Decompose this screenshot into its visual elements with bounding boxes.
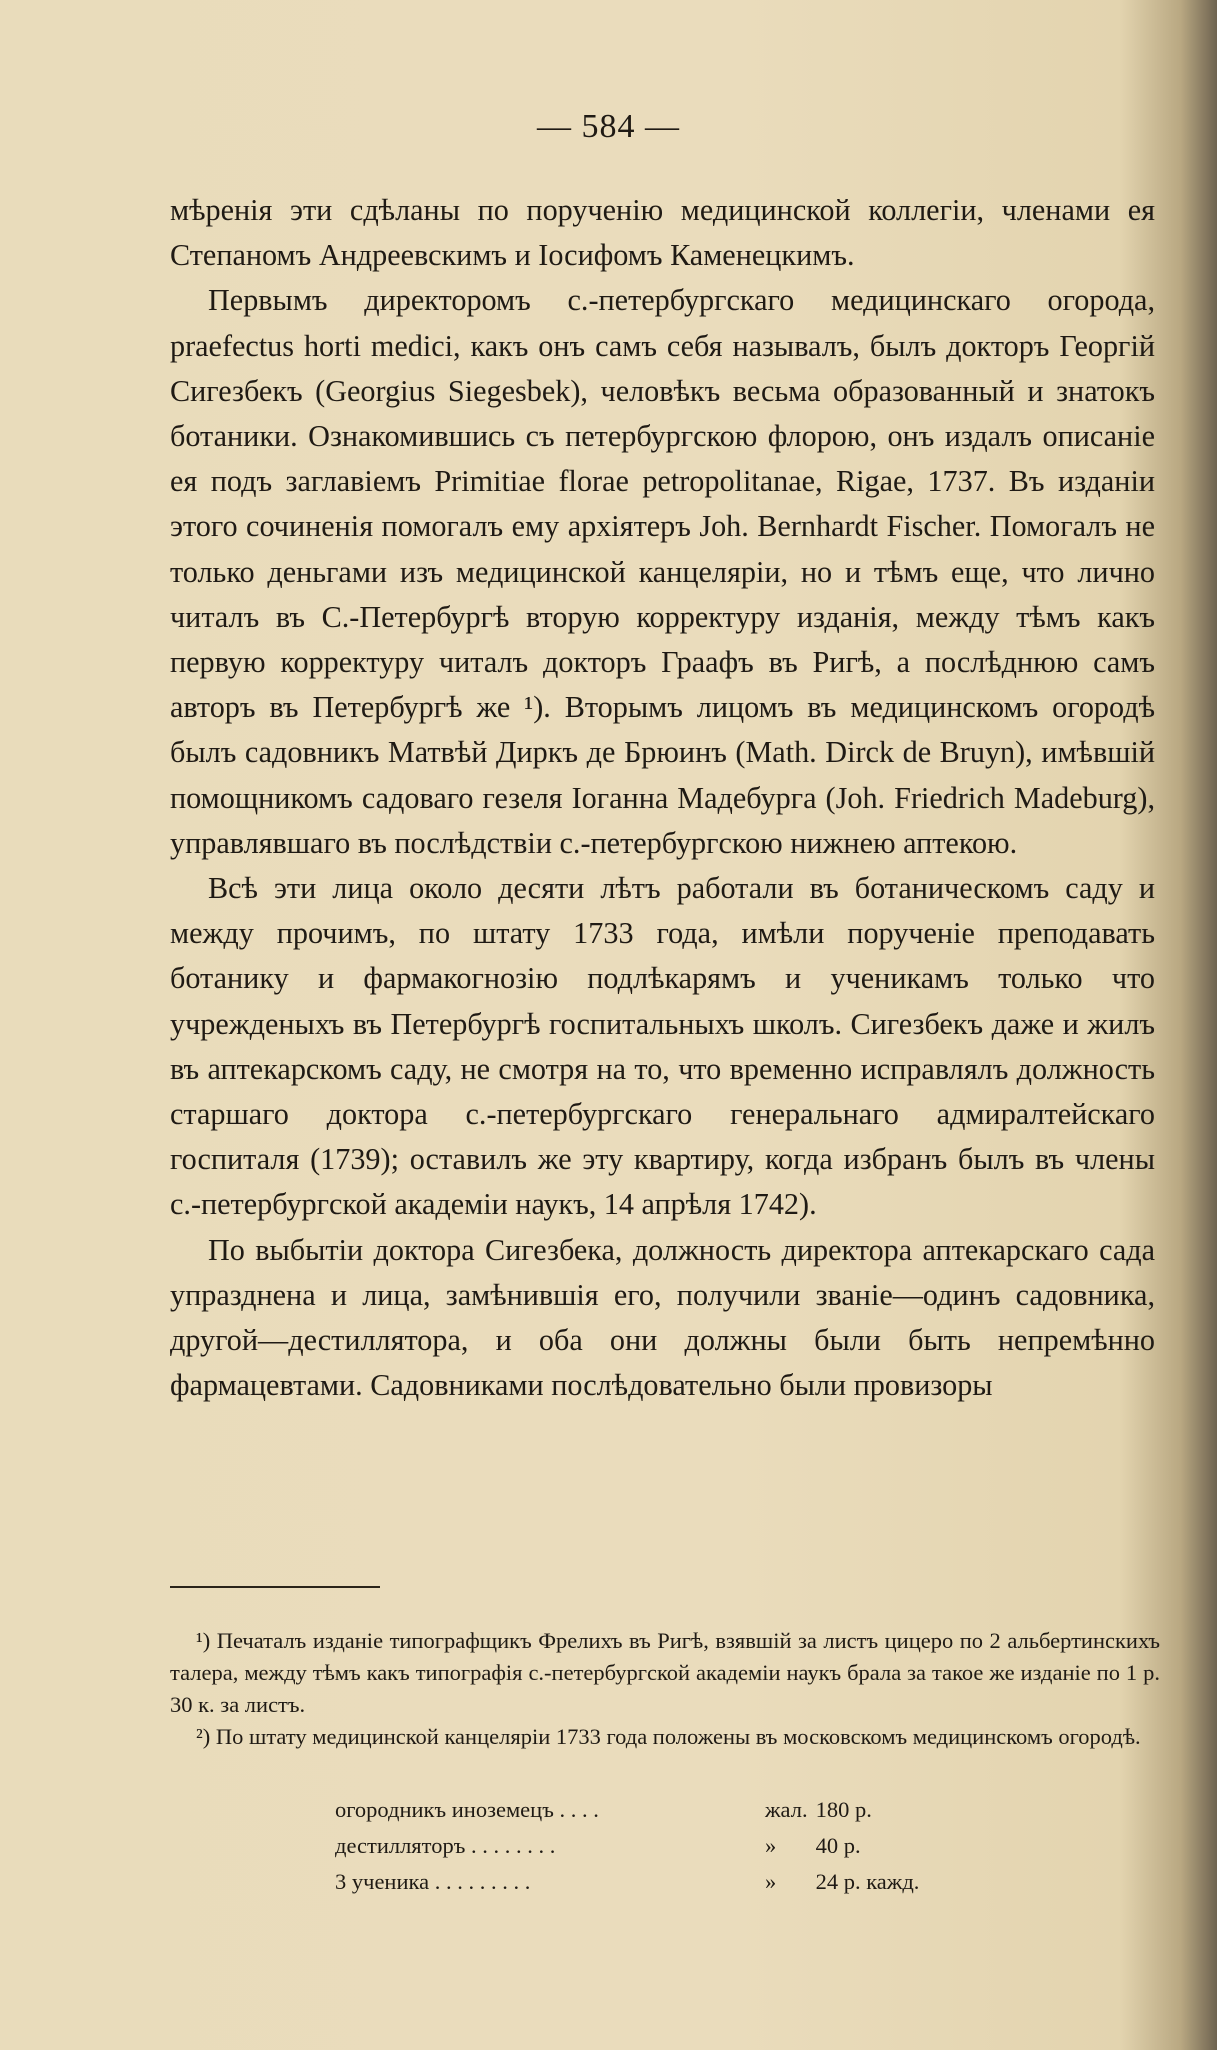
staff-table — [335, 1792, 919, 1900]
staff-amount: 24 р. кажд. — [815, 1869, 920, 1894]
main-text — [170, 188, 1155, 1408]
staff-position: 3 ученика . . . . . . . . . — [335, 1869, 531, 1894]
staff-row — [335, 1792, 919, 1828]
staff-unit: жал. — [765, 1797, 808, 1822]
page-number: — 584 — — [537, 108, 680, 145]
footnote: ²) По штату медицинской канцеляріи 1733 года положены въ московскомъ медицинскомъ огородѣ. — [196, 1724, 1141, 1749]
staff-unit: » — [765, 1833, 777, 1858]
footnotes — [170, 1625, 1160, 1753]
footnote-divider — [170, 1586, 380, 1588]
staff-amount: 180 р. — [815, 1797, 872, 1822]
footnote: ¹) Печаталъ изданіе типографщикъ Фрелихъ въ Ригѣ, взявшій за листъ цицеро по 2 альбертинскихъ талера, между тѣмъ какъ типографія с.-петербургской академіи наукъ брала за такое же изданіе по 1 р. 30 к. за листъ. — [170, 1628, 1160, 1717]
staff-amount: 40 р. — [815, 1833, 861, 1858]
paragraph: Первымъ директоромъ с.-петербургскаго медицинскаго огорода, praefectus horti medici, какъ онъ самъ себя называлъ, былъ докторъ Георгій Сигезбекъ (Georgius Siegesbek), человѣкъ весьма образованный и знатокъ ботаники. Ознакомившись съ петербургскою флорою, онъ издалъ описаніе ея подъ заглавіемъ Primitiae florae petropolitanae, Rigae, 1737. Въ изданіи этого сочиненія помогалъ ему архіятеръ Joh. Bernhardt Fischer. Помогалъ не только деньгами изъ медицинской канцеляріи, но и тѣмъ еще, что лично читалъ въ С.-Петербургѣ вторую корректуру изданія, между тѣмъ какъ первую корректуру читалъ докторъ Граафъ въ Ригѣ, а послѣднюю самъ авторъ въ Петербургѣ же ¹). Вторымъ лицомъ въ медицинскомъ огородѣ былъ садовникъ Матвѣй Диркъ де Брюинъ (Math. Dirck de Bruyn), имѣвшій помощникомъ садоваго гезеля Іоганна Мадебурга (Joh. Friedrich Madeburg), управлявшаго въ послѣдствіи с.-петербургскою нижнею аптекою. — [170, 283, 1155, 860]
staff-position: дестилляторъ . . . . . . . . — [335, 1833, 556, 1858]
paragraph: мѣренія эти сдѣланы по порученію медицинской коллегіи, членами ея Степаномъ Андреевскимъ и Іосифомъ Каменецкимъ. — [170, 193, 1155, 273]
staff-row — [335, 1828, 919, 1864]
staff-position: огородникъ иноземецъ . . . . — [335, 1797, 599, 1822]
paragraph: Всѣ эти лица около десяти лѣтъ работали въ ботаническомъ саду и между прочимъ, по штату 1733 года, имѣли порученіе преподавать ботанику и фармакогнозію подлѣкарямъ и ученикамъ только что учрежденыхъ въ Петербургѣ госпитальныхъ школъ. Сигезбекъ даже и жилъ въ аптекарскомъ саду, не смотря на то, что временно исправлялъ должность старшаго доктора с.-петербургскаго генеральнаго адмиралтейскаго госпиталя (1739); оставилъ же эту квартиру, когда избранъ былъ въ члены с.-петербургской академіи наукъ, 14 апрѣля 1742). — [170, 871, 1155, 1222]
paragraph: По выбытіи доктора Сигезбека, должность директора аптекарскаго сада упразднена и лица, замѣнившія его, получили званіе—одинъ садовника, другой—дестиллятора, и оба они должны были быть непремѣнно фармацевтами. Садовниками послѣдовательно были провизоры — [170, 1232, 1155, 1403]
staff-row — [335, 1864, 919, 1900]
staff-unit: » — [765, 1869, 777, 1894]
